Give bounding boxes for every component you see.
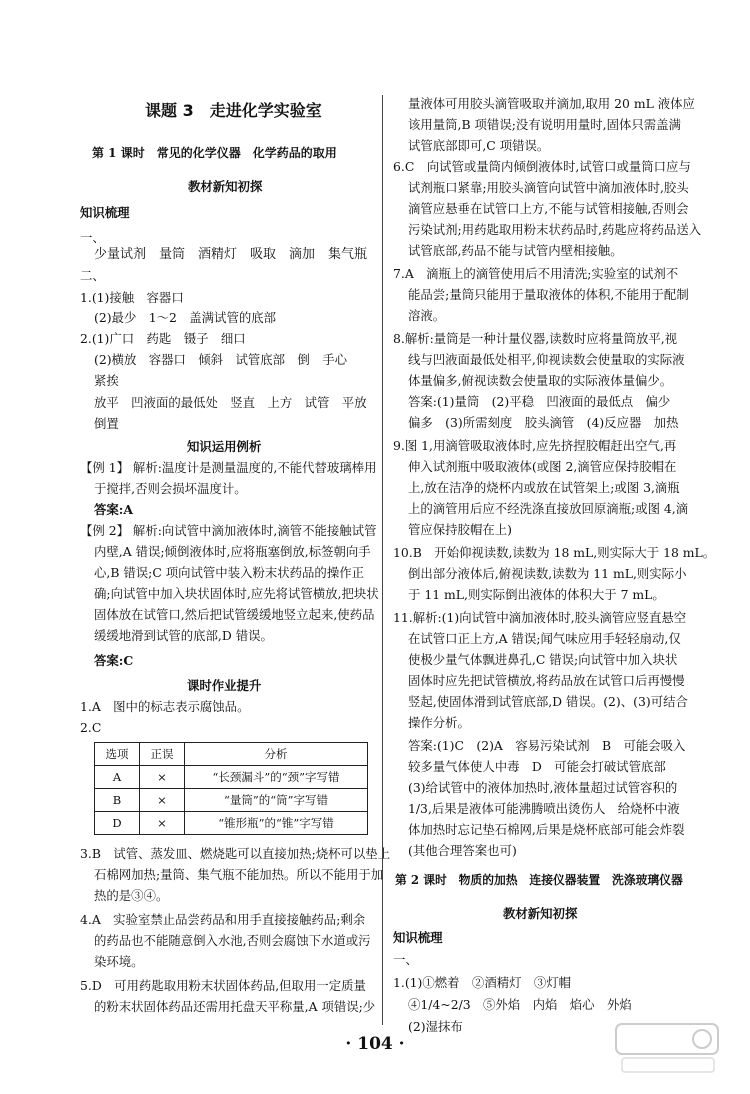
answer-line: 少量试剂 量筒 酒精灯 吸取 滴加 集气瓶 bbox=[94, 247, 368, 262]
example-answer: 答案:A bbox=[94, 502, 133, 517]
table-header-row bbox=[95, 743, 368, 766]
page-number: · 104 · bbox=[345, 1034, 405, 1054]
table-cell: A bbox=[95, 766, 140, 789]
watermark-logo-icon bbox=[612, 1018, 722, 1078]
text-line: 上的滴管用后应不经洗涤直接放回原滴瓶;或图 4,滴 bbox=[408, 501, 689, 516]
text-line: 8.解析:量筒是一种计量仪器,读数时应将量筒放平,视 bbox=[393, 331, 678, 346]
answer-line: 1.(1)①燃着 ②酒精灯 ③灯帽 bbox=[393, 975, 572, 990]
table-cell: “长颈漏斗”的“颈”字写错 bbox=[185, 766, 368, 789]
example-answer: 答案:C bbox=[94, 653, 134, 668]
homework-line: 4.A 实验室禁止品尝药品和用手直接接触药品;剩余 bbox=[80, 912, 366, 927]
text-line: 7.A 滴瓶上的滴管使用后不用清洗;实验室的试剂不 bbox=[393, 266, 679, 281]
answer-line: (3)给试管中的液体加热时,液体量超过试管容积的 bbox=[408, 780, 678, 795]
answer-line: 紧挨 bbox=[94, 373, 119, 388]
lesson-1-heading: 第 1 课时 常见的化学仪器 化学药品的取用 bbox=[92, 146, 337, 160]
table-row bbox=[95, 812, 368, 835]
text-line: 试管底部,药品不能与试管内壁相接触。 bbox=[408, 243, 623, 258]
example-text: 缓缓地滑到试管的底部,D 错误。 bbox=[94, 628, 273, 643]
answer-line: ④1/4~2/3 ⑤外焰 内焰 焰心 外焰 bbox=[408, 997, 632, 1012]
table-header: 分析 bbox=[185, 743, 368, 766]
homework-line: 的药品也不能随意倒入水池,否则会腐蚀下水道或污 bbox=[94, 933, 371, 948]
text-line: 试剂瓶口紧靠;用胶头滴管向试管中滴加液体时,胶头 bbox=[408, 180, 689, 195]
homework-line: 3.B 试管、蒸发皿、燃烧匙可以直接加热;烧杯可以垫上 bbox=[80, 846, 391, 861]
homework-line: 石棉网加热;量筒、集气瓶不能加热。所以不能用于加 bbox=[94, 867, 384, 882]
column-divider bbox=[382, 95, 383, 1025]
answer-line: 偏多 (3)所需刻度 胶头滴管 (4)反应器 加热 bbox=[408, 415, 679, 430]
homework-line: 5.D 可用药匙取用粉末状固体药品,但取用一定质量 bbox=[80, 978, 366, 993]
section-heading: 知识运用例析 bbox=[187, 439, 262, 454]
answer-line: 答案:(1)C (2)A 容易污染试剂 B 可能会吸入 bbox=[408, 738, 686, 753]
text-line: 能品尝;量筒只能用于量取液体的体积,不能用于配制 bbox=[408, 287, 689, 302]
section-heading: 教材新知初探 bbox=[503, 906, 578, 921]
text-line: 上,放在洁净的烧杯内或放在试管架上;或图 3,滴瓶 bbox=[408, 480, 680, 495]
homework-line: 的粉末状固体药品还需用托盘天平称量,A 项错误;少 bbox=[94, 999, 376, 1014]
text-line: 量液体可用胶头滴管吸取并滴加,取用 20 mL 液体应 bbox=[408, 96, 695, 111]
example-text: 于搅拌,否则会损坏温度计。 bbox=[94, 481, 247, 496]
answer-line: 倒置 bbox=[94, 416, 119, 431]
lesson-2-heading: 第 2 课时 物质的加热 连接仪器装置 洗涤玻璃仪器 bbox=[395, 873, 683, 887]
answer-line: (其他合理答案也可) bbox=[408, 843, 517, 858]
section-heading: 课时作业提升 bbox=[187, 678, 262, 693]
homework-line: 2.C bbox=[80, 720, 102, 735]
text-line: 10.B 开始仰视读数,读数为 18 mL,则实际大于 18 mL。 bbox=[393, 545, 716, 560]
table-cell: “锥形瓶”的“锥”字写错 bbox=[185, 812, 368, 835]
example-text: 内壁,A 错误;倾倒液体时,应将瓶塞倒放,标签朝向手 bbox=[94, 544, 371, 559]
table-header: 正误 bbox=[140, 743, 185, 766]
homework-line: 染环境。 bbox=[94, 954, 144, 969]
text-line: 体量偏多,俯视读数会使量取的实际液体量偏少。 bbox=[408, 373, 673, 388]
table-cell: × bbox=[140, 812, 185, 835]
text-line: 竖起,使固体滑到试管底部,D 错误。(2)、(3)可结合 bbox=[408, 694, 688, 709]
analysis-table bbox=[94, 742, 368, 835]
answer-line: 2.(1)广口 药匙 镊子 细口 bbox=[80, 331, 246, 346]
answer-line: (2)横放 容器口 倾斜 试管底部 倒 手心 bbox=[94, 352, 347, 367]
table-cell: × bbox=[140, 766, 185, 789]
answer-line: 较多量气体使人中毒 D 可能会打破试管底部 bbox=[408, 759, 666, 774]
answer-line: 1/3,后果是液体可能沸腾喷出烫伤人 给烧杯中液 bbox=[408, 801, 680, 816]
example-text: 【例 2】 解析:向试管中滴加液体时,滴管不能接触试管 bbox=[80, 523, 377, 538]
text-line: 在试管口正上方,A 错误;闻气味应用手轻轻扇动,仅 bbox=[408, 631, 681, 646]
answer-line: 放平 凹液面的最低处 竖直 上方 试管 平放 bbox=[94, 395, 367, 410]
answer-line: (2)最少 1～2 盖满试管的底部 bbox=[94, 310, 277, 325]
table-cell: B bbox=[95, 789, 140, 812]
item-label: 一、 bbox=[393, 952, 418, 967]
text-line: 管应保持胶帽在上) bbox=[408, 522, 512, 537]
subsection-heading: 知识梳理 bbox=[393, 930, 443, 945]
text-line: 6.C 向试管或量筒内倾倒液体时,试管口或量筒口应与 bbox=[393, 159, 691, 174]
text-line: 11.解析:(1)向试管中滴加液体时,胶头滴管应竖直悬空 bbox=[393, 610, 687, 625]
table-header: 选项 bbox=[95, 743, 140, 766]
homework-line: 1.A 图中的标志表示腐蚀品。 bbox=[80, 699, 250, 714]
answer-line: 答案:(1)量筒 (2)平稳 凹液面的最低点 偏少 bbox=[408, 394, 671, 409]
table-cell: D bbox=[95, 812, 140, 835]
example-text: 心,B 错误;C 项向试管中装入粉末状药品的操作正 bbox=[94, 565, 364, 580]
text-line: 倒出部分液体后,俯视读数,读数为 11 mL,则实际小 bbox=[408, 566, 687, 581]
text-line: 固体时应先把试管横放,将药品放在试管口后再慢慢 bbox=[408, 673, 685, 688]
table-row bbox=[95, 766, 368, 789]
text-line: 溶液。 bbox=[408, 308, 446, 323]
table-cell: “量筒”的“筒”字写错 bbox=[185, 789, 368, 812]
subsection-heading: 知识梳理 bbox=[80, 205, 130, 220]
homework-line: 热的是③④。 bbox=[94, 888, 169, 903]
text-line: 线与凹液面最低处相平,仰视读数会使量取的实际液 bbox=[408, 352, 685, 367]
table-cell: × bbox=[140, 789, 185, 812]
answer-line: 1.(1)接触 容器口 bbox=[80, 290, 184, 305]
text-line: 伸入试剂瓶中吸取液体(或图 2,滴管应保持胶帽在 bbox=[408, 459, 677, 474]
text-line: 滴管应悬垂在试管口上方,不能与试管相接触,否则会 bbox=[408, 201, 689, 216]
example-text: 确;向试管中加入块状固体时,应先将试管横放,把块状 bbox=[94, 586, 379, 601]
text-line: 试管底部即可,C 项错误。 bbox=[408, 138, 550, 153]
page-title: 课题 3 走进化学实验室 bbox=[145, 101, 322, 120]
example-text: 固体放在试管口,然后把试管缓缓地竖立起来,使药品 bbox=[94, 607, 375, 622]
text-line: 使极少量气体飘进鼻孔,C 错误;向试管中加入块状 bbox=[408, 652, 678, 667]
item-label: 二、 bbox=[80, 268, 105, 283]
text-line: 9.图 1,用滴管吸取液体时,应先挤捏胶帽赶出空气,再 bbox=[393, 438, 677, 453]
section-heading: 教材新知初探 bbox=[188, 179, 263, 194]
text-line: 该用量筒,B 项错误;没有说明用量时,固体只需盖满 bbox=[408, 117, 681, 132]
text-line: 于 11 mL,则实际倒出液体的体积大于 7 mL。 bbox=[408, 587, 665, 602]
example-text: 【例 1】 解析:温度计是测量温度的,不能代替玻璃棒用 bbox=[80, 460, 377, 475]
table-row bbox=[95, 789, 368, 812]
item-label: 一、 bbox=[80, 230, 105, 245]
text-line: 操作分析。 bbox=[408, 715, 470, 730]
text-line: 污染试剂;用药匙取用粉末状药品时,药匙应将药品送入 bbox=[408, 222, 702, 237]
answer-line: 体加热时忘记垫石棉网,后果是烧杯底部可能会炸裂 bbox=[408, 822, 685, 837]
answer-line: (2)湿抹布 bbox=[408, 1019, 463, 1034]
